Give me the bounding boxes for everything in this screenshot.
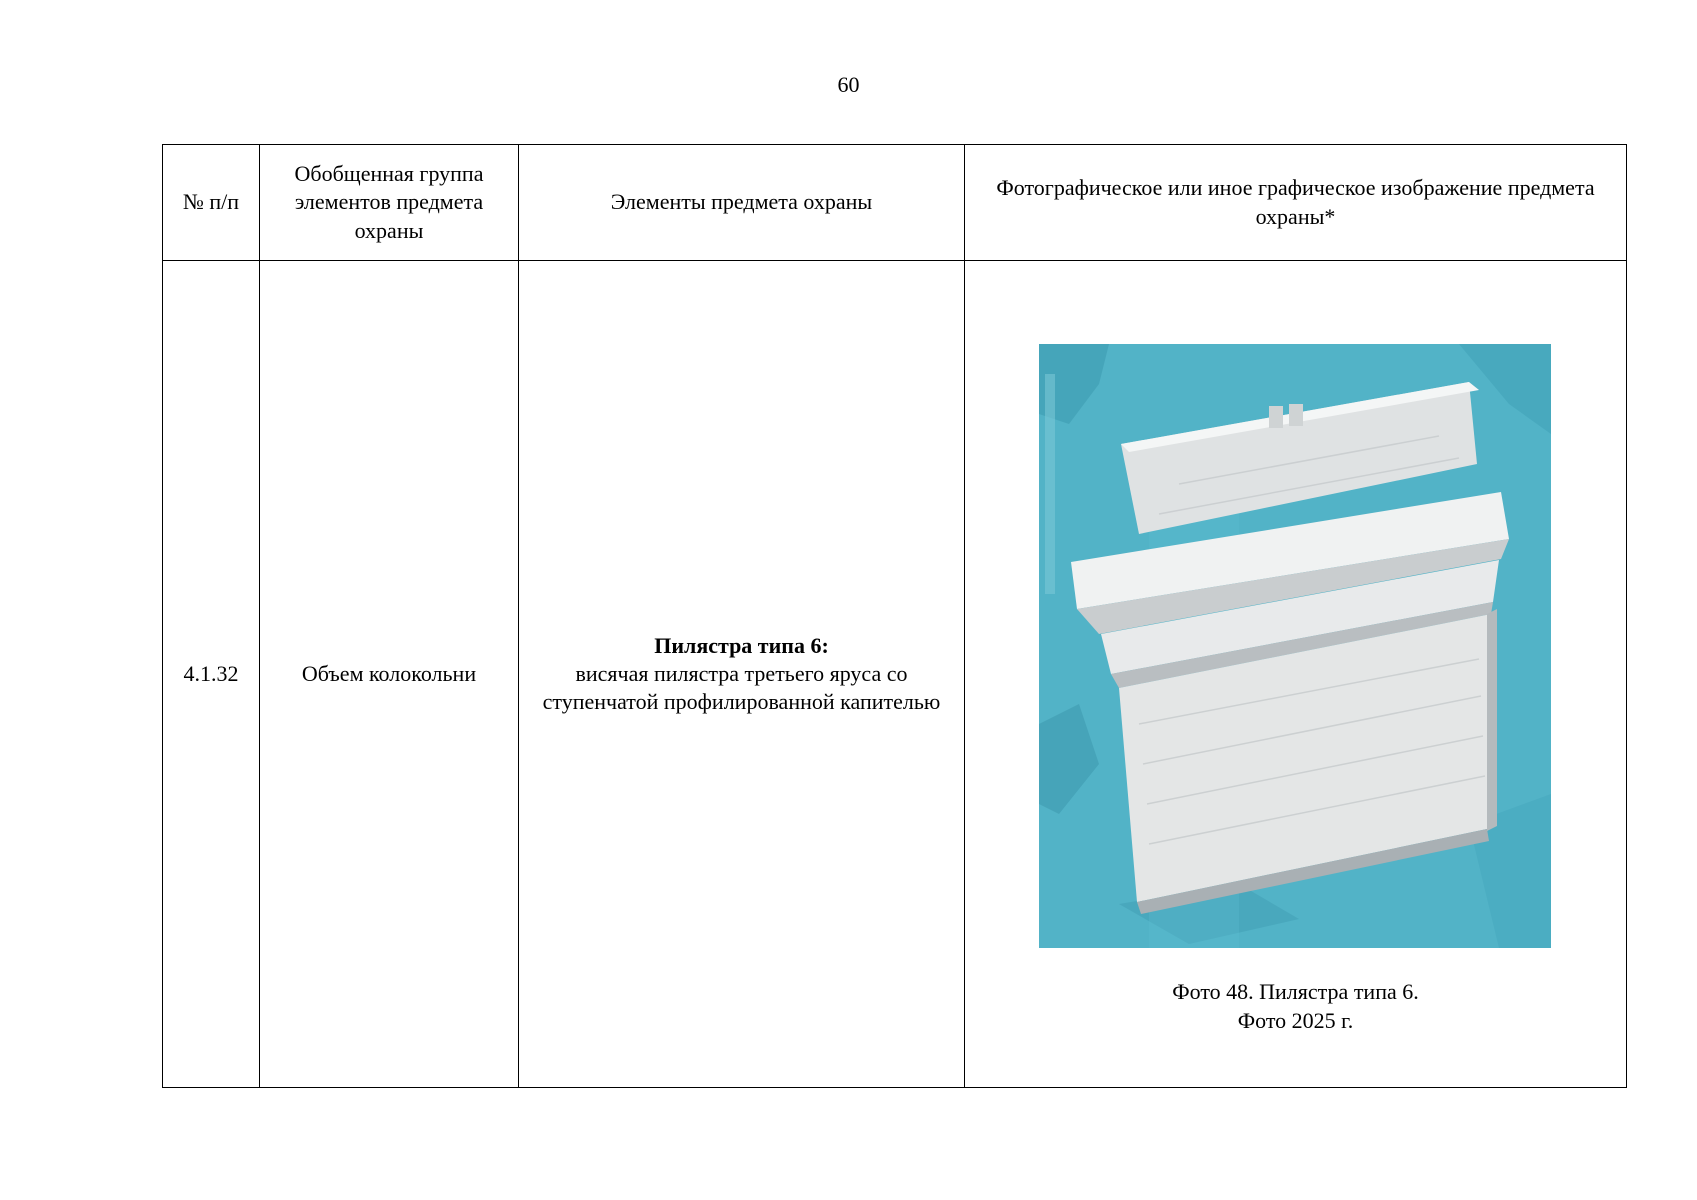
page-number: 60 — [837, 72, 860, 97]
heritage-elements-table — [162, 144, 1627, 1088]
header-elements: Элементы предмета охраны — [519, 145, 965, 261]
row-number: 4.1.32 — [163, 261, 260, 1088]
table-header-row — [163, 145, 1627, 261]
row-group: Объем колокольни — [260, 261, 519, 1088]
table-row — [163, 261, 1627, 1088]
header-image: Фотографическое или иное графическое изображение предмета охраны* — [965, 145, 1627, 261]
element-description: висячая пилястра третьего яруса со ступенчатой профилированной капителью — [542, 660, 941, 715]
photo-caption-line-2: Фото 2025 г. — [1237, 1007, 1354, 1033]
photo-caption-line-1: Фото 48. Пилястра типа 6. — [1172, 979, 1419, 1004]
header-group: Обобщенная группа элементов предмета охраны — [260, 145, 519, 261]
photo-caption — [965, 978, 1626, 1035]
element-title: Пилястра типа 6: — [654, 632, 829, 658]
header-number: № п/п — [163, 145, 260, 261]
row-elements — [519, 261, 965, 1088]
row-image — [965, 261, 1627, 1088]
pilaster-photo — [1039, 344, 1551, 948]
